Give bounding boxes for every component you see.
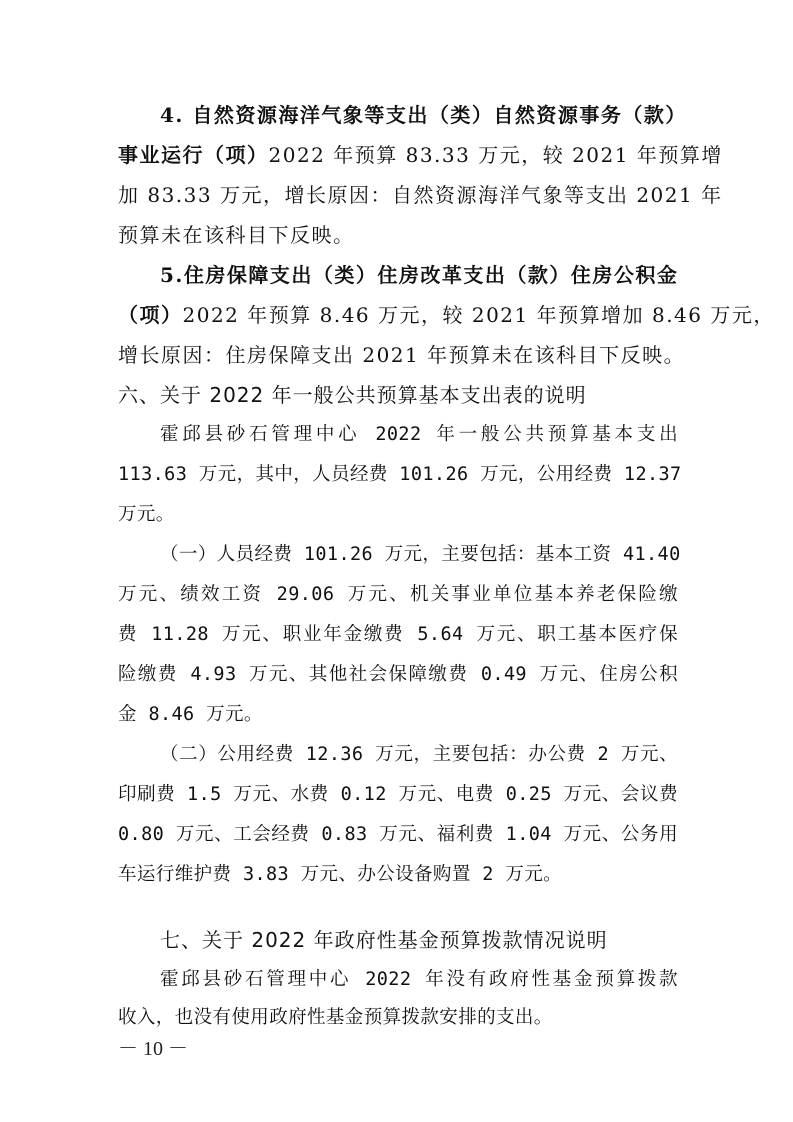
text-line: 印刷费 1.5 万元、水费 0.12 万元、电费 0.25 万元、会议费: [118, 784, 678, 805]
text-line-part: 2022 年预算 83.33 万元，较 2021 年预算增: [268, 143, 723, 167]
section-heading: 六、关于 2022 年一般公共预算基本支出表的说明: [118, 383, 587, 407]
text-line: （二）公用经费 12.36 万元，主要包括：办公费 2 万元、: [160, 744, 678, 765]
text-line: 收入，也没有使用政府性基金预算拨款安排的支出。: [118, 1007, 553, 1028]
text-line: 金 8.46 万元。: [118, 704, 263, 725]
text-line: 车运行维护费 3.83 万元、办公设备购置 2 万元。: [118, 864, 563, 885]
text-line: （一）人员经费 101.26 万元，主要包括：基本工资 41.40: [160, 544, 681, 565]
text-line-bold-part: 事业运行（项）: [118, 143, 269, 167]
text-line: 5.住房保障支出（类）住房改革支出（款）住房公积金: [160, 263, 679, 287]
text-line: [118, 295, 775, 335]
text-line: 万元。: [118, 504, 175, 525]
text-line: 霍邱县砂石管理中心 2022 年没有政府性基金预算拨款: [160, 969, 678, 990]
text-line: 霍邱县砂石管理中心 2022 年一般公共预算基本支出: [160, 424, 678, 445]
text-line: 4. 自然资源海洋气象等支出（类）自然资源事务（款）: [160, 103, 687, 127]
text-line: [118, 135, 723, 175]
text-line: 险缴费 4.93 万元、其他社会保障缴费 0.49 万元、住房公积: [118, 664, 678, 685]
text-line: 费 11.28 万元、职业年金缴费 5.64 万元、职工基本医疗保: [118, 624, 678, 645]
text-line: 增长原因：住房保障支出 2021 年预算未在该科目下反映。: [118, 343, 686, 367]
text-line-bold-part: （项）: [118, 303, 183, 327]
text-line: 加 83.33 万元，增长原因：自然资源海洋气象等支出 2021 年: [118, 183, 723, 207]
text-line-part: 2022 年预算 8.46 万元，较 2021 年预算增加 8.46 万元，: [182, 303, 775, 327]
section-heading: 七、关于 2022 年政府性基金预算拨款情况说明: [160, 928, 608, 952]
text-line: 113.63 万元，其中，人员经费 101.26 万元，公用经费 12.37: [118, 464, 682, 485]
text-line: 0.80 万元、工会经费 0.83 万元、福利费 1.04 万元、公务用: [118, 824, 678, 845]
page-number: － 10 －: [118, 1038, 188, 1060]
text-line: 预算未在该科目下反映。: [118, 223, 355, 247]
text-line: 万元、绩效工资 29.06 万元、机关事业单位基本养老保险缴: [118, 584, 678, 605]
